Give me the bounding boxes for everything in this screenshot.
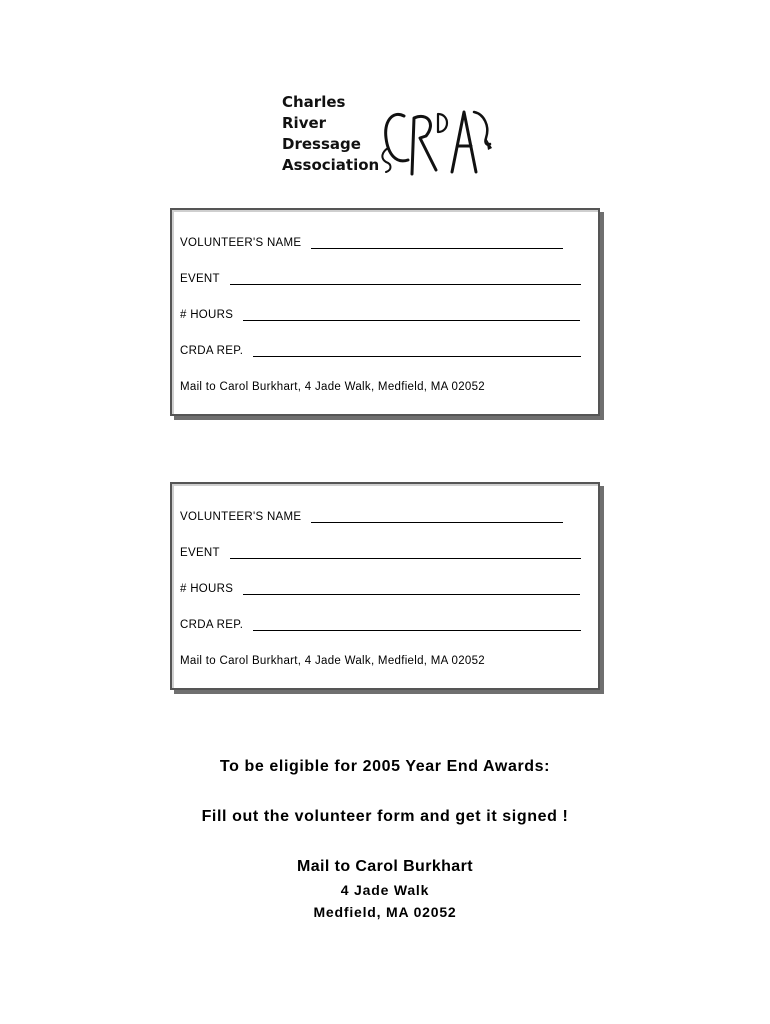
logo-line-dressage: Dressage xyxy=(282,135,361,153)
crda-logo-icon xyxy=(378,104,496,180)
crda-rep-field[interactable] xyxy=(253,620,581,631)
hours-label: # HOURS xyxy=(180,583,234,595)
volunteer-name-row xyxy=(180,511,563,523)
crda-rep-field[interactable] xyxy=(253,346,581,357)
hours-label: # HOURS xyxy=(180,309,234,321)
mail-street: 4 Jade Walk xyxy=(340,882,430,898)
hours-field[interactable] xyxy=(243,584,580,595)
event-field[interactable] xyxy=(230,274,581,285)
hours-field[interactable] xyxy=(243,310,580,321)
form-instruction: Fill out the volunteer form and get it signed ! xyxy=(201,808,569,825)
mail-city: Medfield, MA 02052 xyxy=(313,904,457,920)
awards-heading: To be eligible for 2005 Year End Awards: xyxy=(219,758,551,775)
event-field[interactable] xyxy=(230,548,581,559)
hours-row xyxy=(180,309,580,321)
logo-text xyxy=(282,92,379,176)
volunteer-name-row xyxy=(180,237,563,249)
volunteer-name-field[interactable] xyxy=(311,238,563,249)
event-label: EVENT xyxy=(180,547,220,559)
crda-rep-label: CRDA REP. xyxy=(180,345,244,357)
crda-rep-row xyxy=(180,619,581,631)
volunteer-name-field[interactable] xyxy=(311,512,563,523)
mail-instructions: Mail to Carol Burkhart, 4 Jade Walk, Medfield, MA 02052 xyxy=(180,655,485,667)
crda-rep-label: CRDA REP. xyxy=(180,619,244,631)
volunteer-name-label: VOLUNTEER'S NAME xyxy=(180,237,302,249)
hours-row xyxy=(180,583,580,595)
logo-line-association: Association xyxy=(282,156,380,174)
event-row xyxy=(180,273,581,285)
volunteer-form-card-2 xyxy=(170,482,600,690)
mail-to-name: Mail to Carol Burkhart xyxy=(297,858,473,875)
volunteer-name-label: VOLUNTEER'S NAME xyxy=(180,511,302,523)
crda-rep-row xyxy=(180,345,581,357)
volunteer-form-card-1 xyxy=(170,208,600,416)
mail-instructions: Mail to Carol Burkhart, 4 Jade Walk, Medfield, MA 02052 xyxy=(180,381,485,393)
logo-line-river: River xyxy=(282,114,327,132)
logo-line-charles: Charles xyxy=(282,93,346,111)
event-label: EVENT xyxy=(180,273,220,285)
event-row xyxy=(180,547,581,559)
